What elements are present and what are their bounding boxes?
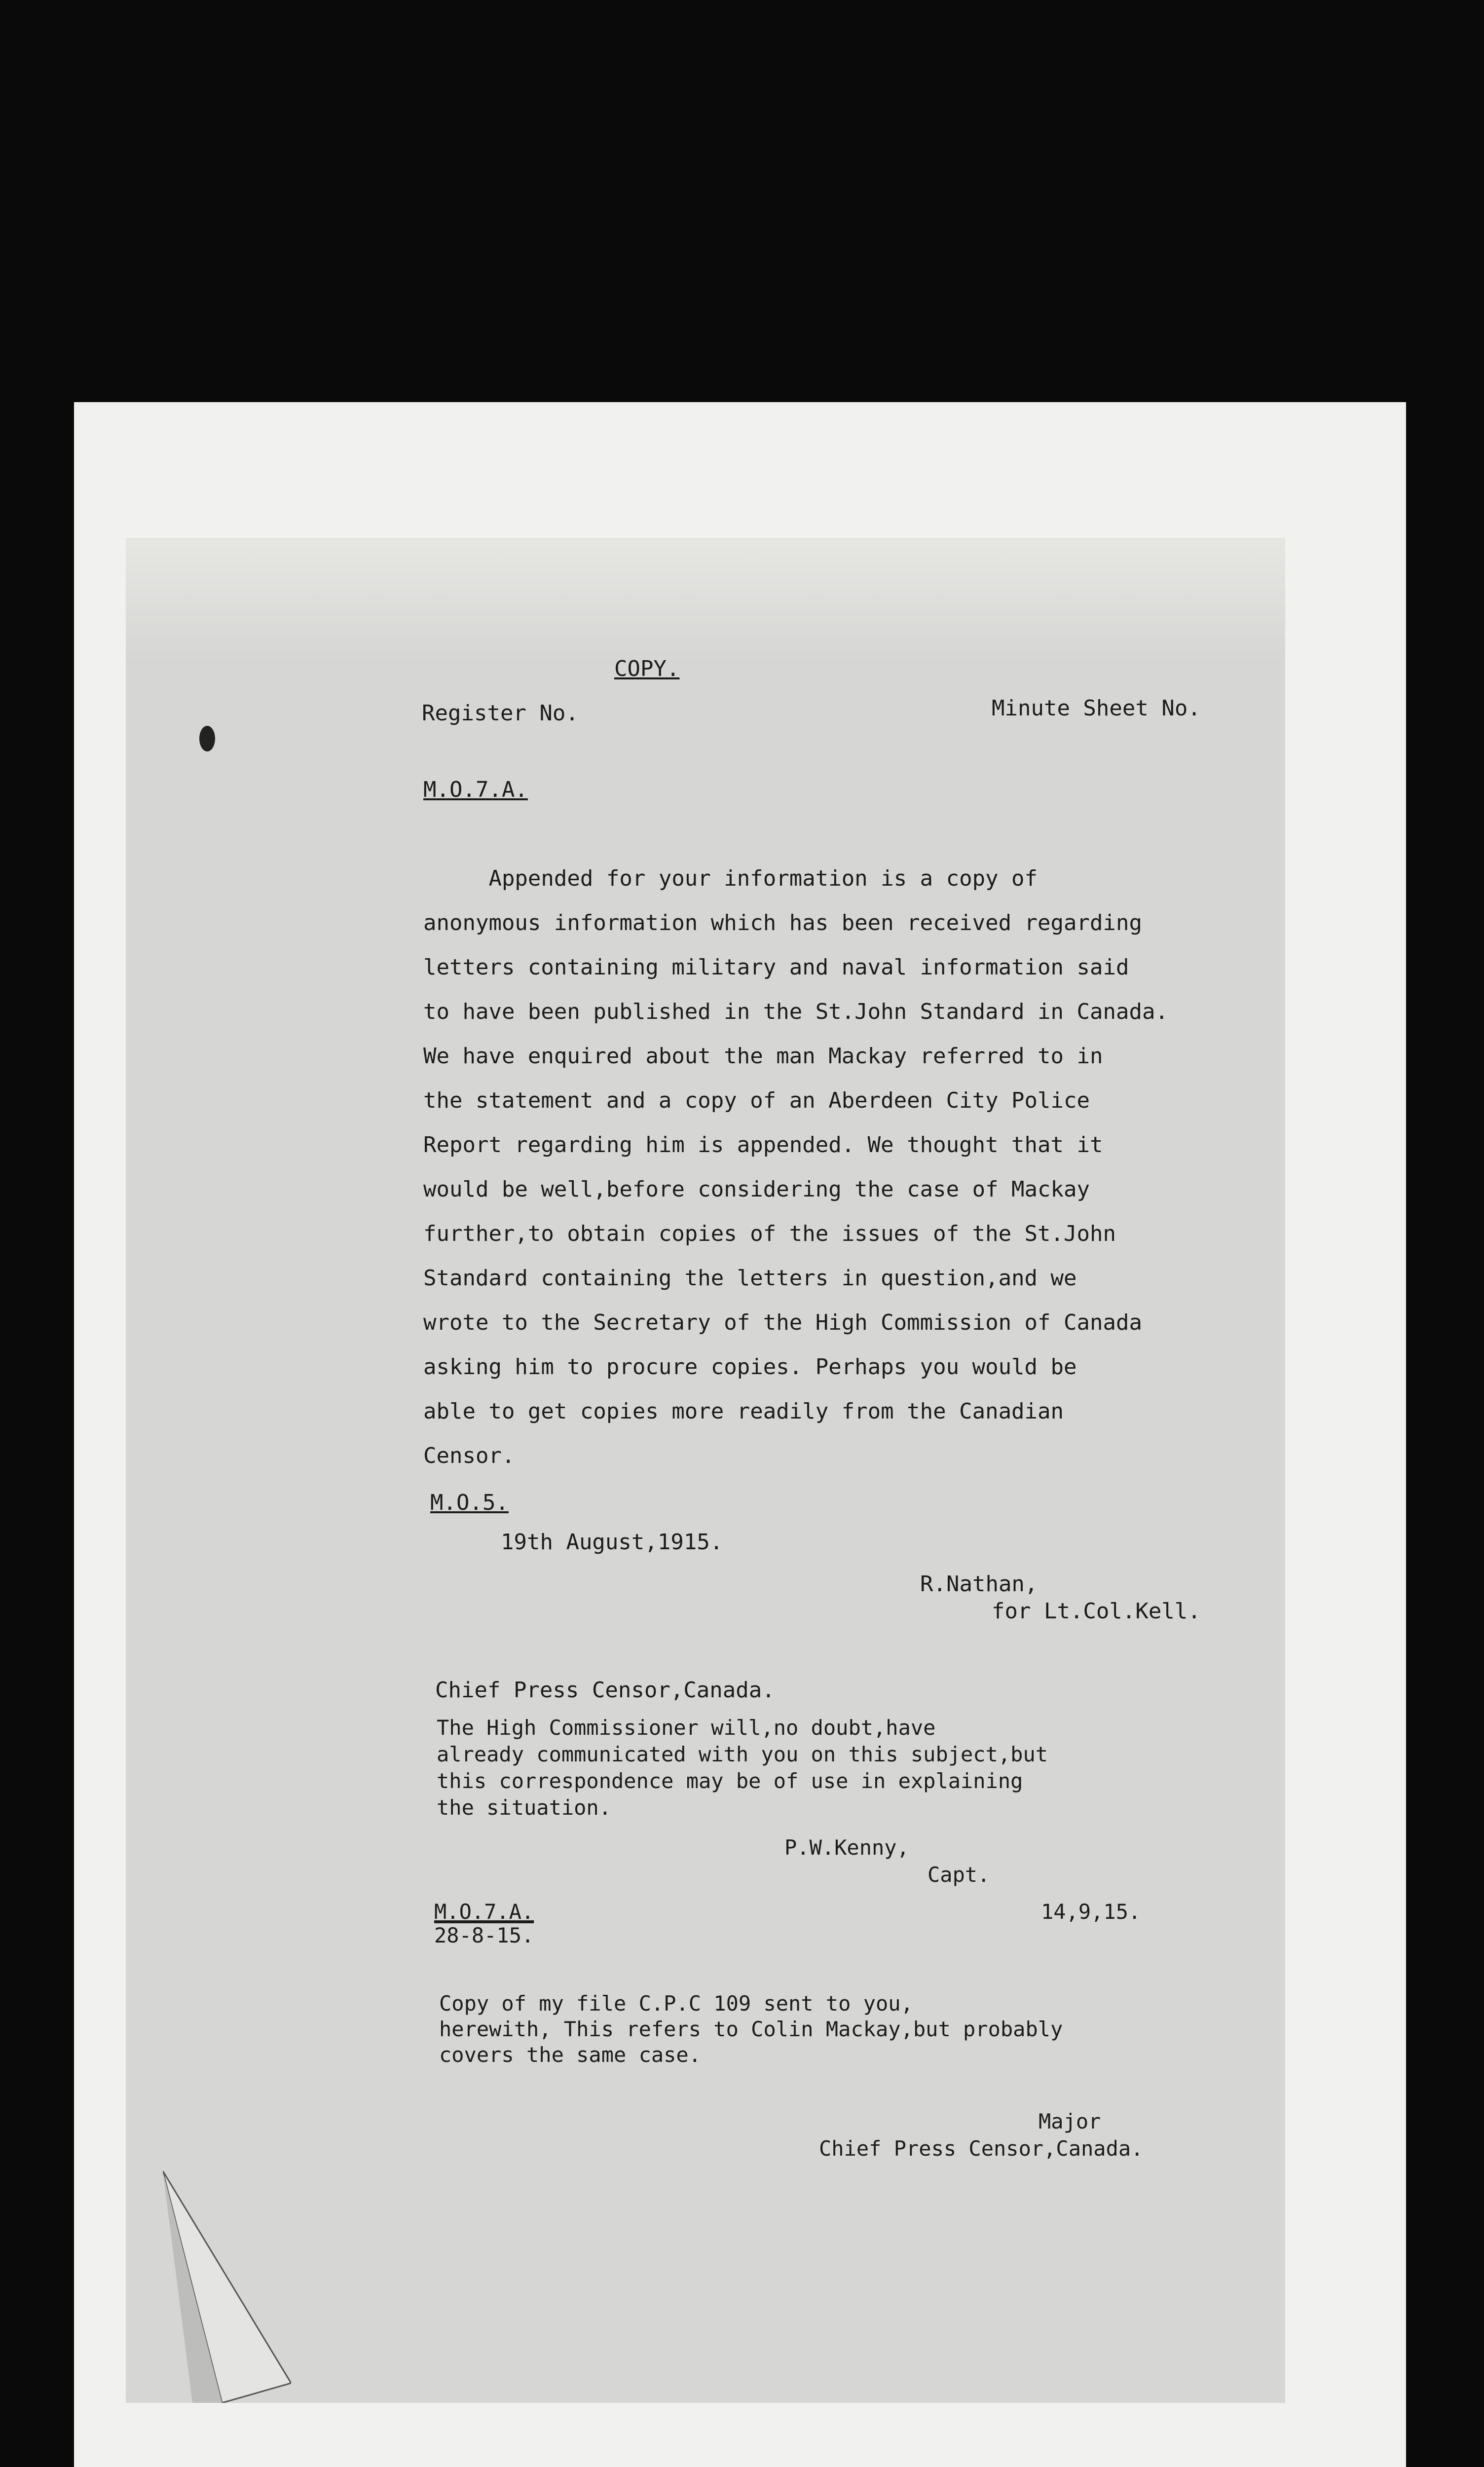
body-line: further,to obtain copies of the issues of the St.John bbox=[423, 1221, 1116, 1246]
body-line: We have enquired about the man Mackay referred to in bbox=[423, 1044, 1103, 1069]
reference-code: M.O.7.A. bbox=[423, 777, 528, 802]
closing-rank: Major bbox=[1039, 2109, 1101, 2133]
body-line: Report regarding him is appended. We thought that it bbox=[423, 1132, 1103, 1158]
second-reference-code: M.O.7.A. bbox=[434, 1900, 534, 1924]
reply-date: 14,9,15. bbox=[1041, 1900, 1141, 1924]
mo5-code: M.O.5. bbox=[430, 1490, 509, 1515]
file-copy-paragraph: Copy of my file C.P.C 109 sent to you, herewith, This refers to Colin Mackay,but probably covers the same case. bbox=[439, 1991, 1063, 2067]
punch-hole-mark bbox=[195, 718, 220, 757]
body-line: Standard containing the letters in question,and we bbox=[423, 1266, 1077, 1291]
body-line: Appended for your information is a copy of bbox=[423, 866, 1038, 891]
second-signer-name: P.W.Kenny, bbox=[784, 1835, 909, 1860]
copy-heading: COPY. bbox=[614, 656, 680, 681]
second-signer-rank: Capt. bbox=[928, 1863, 990, 1887]
commissioner-paragraph: The High Commissioner will,no doubt,have already communicated with you on this subject,but this correspondence may be of use in explaining the situation. bbox=[437, 1716, 1048, 1820]
body-line: letters containing military and naval information said bbox=[423, 955, 1129, 980]
body-line: able to get copies more readily from the Canadian bbox=[423, 1399, 1064, 1424]
body-line: Censor. bbox=[423, 1443, 515, 1468]
closing-title: Chief Press Censor,Canada. bbox=[819, 2136, 1144, 2161]
body-line: the statement and a copy of an Aberdeen City Police bbox=[423, 1088, 1090, 1113]
signer-on-behalf: for Lt.Col.Kell. bbox=[992, 1599, 1201, 1624]
body-line: to have been published in the St.John Standard in Canada. bbox=[423, 999, 1168, 1024]
folded-corner bbox=[163, 2171, 291, 2403]
minute-sheet-label: Minute Sheet No. bbox=[992, 696, 1201, 721]
body-line: anonymous information which has been received regarding bbox=[423, 910, 1142, 935]
body-line: would be well,before considering the case of Mackay bbox=[423, 1177, 1090, 1202]
body-line: asking him to procure copies. Perhaps you would be bbox=[423, 1354, 1077, 1380]
letter-date: 19th August,1915. bbox=[501, 1530, 723, 1555]
body-line: wrote to the Secretary of the High Commission of Canada bbox=[423, 1310, 1142, 1335]
addressee: Chief Press Censor,Canada. bbox=[435, 1678, 775, 1703]
register-label: Register No. bbox=[422, 701, 579, 726]
second-reference-date: 28-8-15. bbox=[434, 1922, 534, 1947]
sheet-top-shade bbox=[126, 538, 1285, 661]
document-sheet bbox=[126, 538, 1285, 2403]
signer-name: R.Nathan, bbox=[920, 1571, 1038, 1597]
